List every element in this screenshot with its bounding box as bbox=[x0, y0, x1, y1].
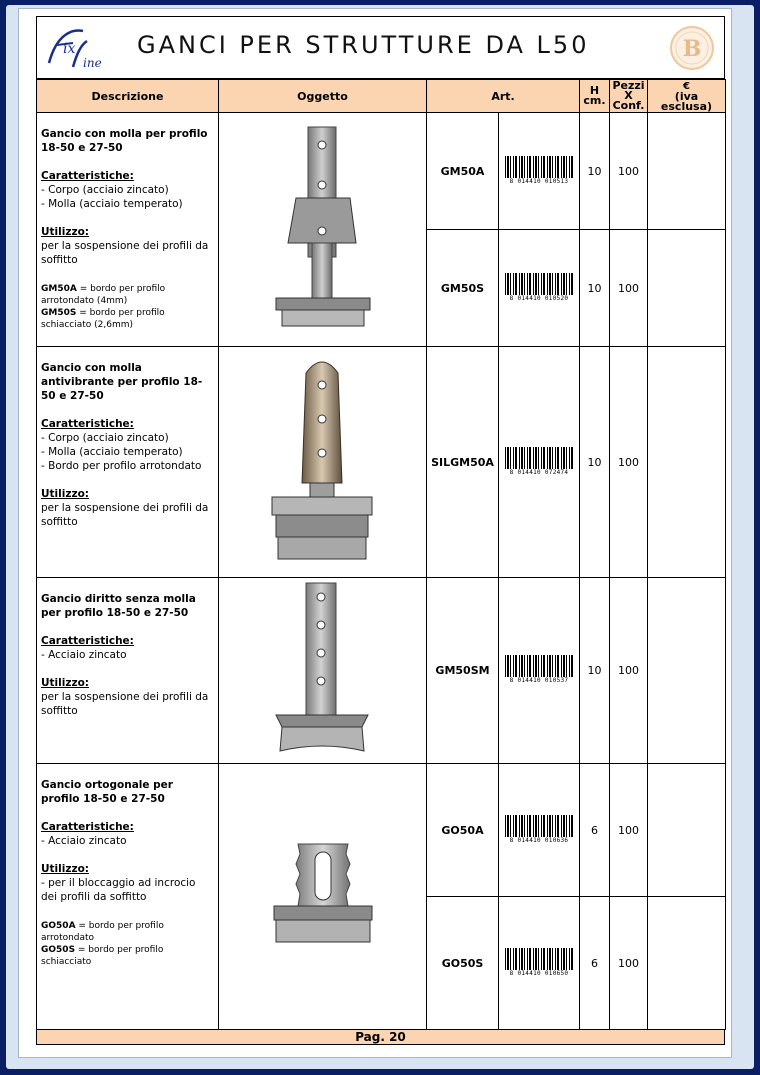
barcode: 8 014410 072474 bbox=[499, 347, 580, 578]
product-image bbox=[219, 578, 427, 764]
height-value: 10 bbox=[580, 230, 610, 347]
product-table bbox=[36, 79, 726, 1030]
price-value bbox=[648, 897, 726, 1030]
article-code: GO50S bbox=[427, 897, 499, 1030]
col-oggetto: Oggetto bbox=[219, 80, 427, 113]
barcode: 8 014410 010520 bbox=[499, 230, 580, 347]
barcode: 8 014410 010636 bbox=[499, 764, 580, 897]
col-h: H cm. bbox=[580, 80, 610, 113]
height-value: 10 bbox=[580, 347, 610, 578]
page-number: Pag. 20 bbox=[36, 1029, 725, 1045]
pieces-value: 100 bbox=[610, 113, 648, 230]
price-value bbox=[648, 347, 726, 578]
price-value bbox=[648, 578, 726, 764]
price-value bbox=[648, 230, 726, 347]
height-value: 6 bbox=[580, 897, 610, 1030]
product-description: Gancio diritto senza molla per profilo 18-50 e 27-50 Caratteristiche: - Acciaio zincato Utilizzo: per la sospensione dei profili da soffitto bbox=[37, 578, 219, 764]
straight-hook-icon bbox=[268, 581, 378, 757]
pieces-value: 100 bbox=[610, 230, 648, 347]
price-value bbox=[648, 113, 726, 230]
height-value: 6 bbox=[580, 764, 610, 897]
article-code: GO50A bbox=[427, 764, 499, 897]
barcode: 8 014410 010537 bbox=[499, 578, 580, 764]
page-title: GANCI PER STRUTTURE DA L50 bbox=[137, 31, 590, 59]
table-row bbox=[37, 113, 726, 230]
pieces-value: 100 bbox=[610, 578, 648, 764]
table-row bbox=[37, 764, 726, 897]
fixline-logo bbox=[43, 23, 113, 73]
price-value bbox=[648, 764, 726, 897]
table-row bbox=[37, 578, 726, 764]
barcode: 8 014410 010513 bbox=[499, 113, 580, 230]
col-price: € (iva esclusa) bbox=[648, 80, 726, 113]
pieces-value: 100 bbox=[610, 897, 648, 1030]
article-code: SILGM50A bbox=[427, 347, 499, 578]
article-code: GM50S bbox=[427, 230, 499, 347]
svg-text:ix: ix bbox=[63, 41, 76, 57]
table-header-row bbox=[37, 80, 726, 113]
col-pezzi: Pezzi X Conf. bbox=[610, 80, 648, 113]
product-image bbox=[219, 113, 427, 347]
col-art: Art. bbox=[427, 80, 580, 113]
table-row bbox=[37, 347, 726, 578]
pieces-value: 100 bbox=[610, 347, 648, 578]
page-header bbox=[36, 16, 725, 79]
height-value: 10 bbox=[580, 113, 610, 230]
b-badge-logo bbox=[669, 25, 715, 71]
orthogonal-hook-icon bbox=[268, 840, 378, 950]
anti-vibration-hook-icon bbox=[268, 353, 378, 567]
article-code: GM50A bbox=[427, 113, 499, 230]
height-value: 10 bbox=[580, 578, 610, 764]
badge-letter: B bbox=[682, 36, 702, 62]
product-description: Gancio con molla per profilo 18-50 e 27-50 Caratteristiche: - Corpo (acciaio zincato) - Molla (acciaio temperato) Utilizzo: per la sospensione dei profili da soffitto GM50A = bordo per profilo arrotondato (4mm) GM50S = bordo per profilo schiacciato (2,6mm) bbox=[37, 113, 219, 347]
product-image bbox=[219, 764, 427, 1030]
barcode: 8 014410 010650 bbox=[499, 897, 580, 1030]
hook-with-spring-icon bbox=[268, 123, 378, 333]
product-description: Gancio ortogonale per profilo 18-50 e 27-50 Caratteristiche: - Acciaio zincato Utilizzo: - per il bloccaggio ad incrocio dei profili da soffitto GO50A = bordo per profilo arrotondato GO50S = bordo per profilo schiacciato bbox=[37, 764, 219, 1030]
pieces-value: 100 bbox=[610, 764, 648, 897]
col-descrizione: Descrizione bbox=[37, 80, 219, 113]
product-image bbox=[219, 347, 427, 578]
product-description: Gancio con molla antivibrante per profilo 18-50 e 27-50 Caratteristiche: - Corpo (acciaio zincato) - Molla (acciaio temperato) - Bordo per profilo arrotondato Utilizzo: per la sospensione dei profili da soffitto bbox=[37, 347, 219, 578]
svg-text:ine: ine bbox=[83, 56, 102, 70]
article-code: GM50SM bbox=[427, 578, 499, 764]
